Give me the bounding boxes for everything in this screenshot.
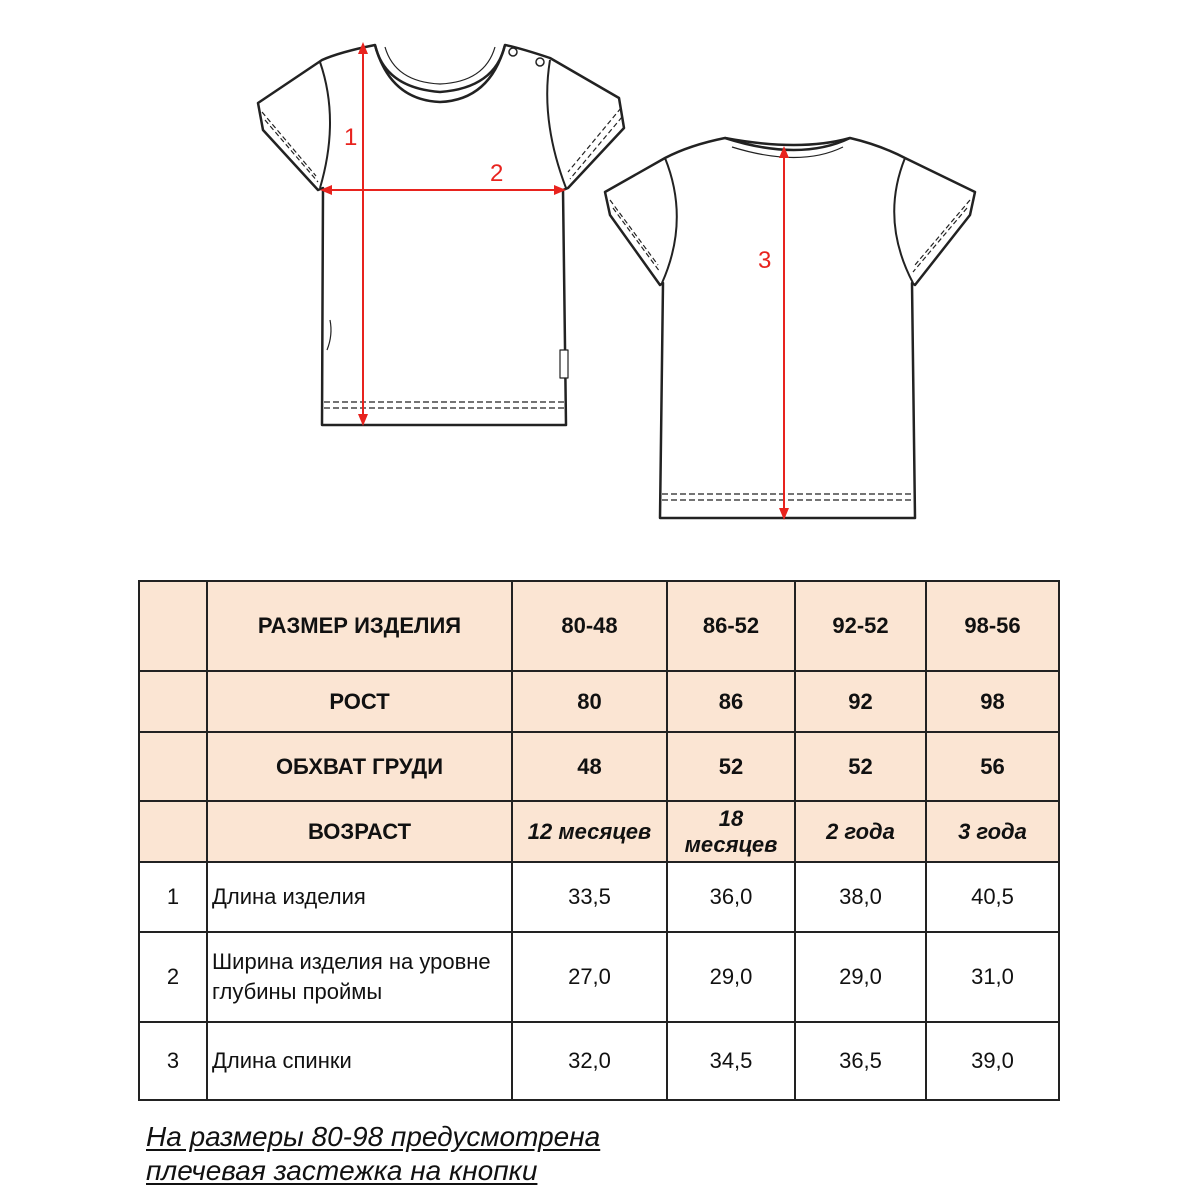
back-view [605,138,975,518]
row-label: РОСТ [207,671,512,732]
table-cell: 86-52 [667,581,795,671]
row-size [139,581,1059,671]
measure-label-3: 3 [758,247,772,274]
row-label: ОБХВАТ ГРУДИ [207,732,512,801]
table-cell-empty [139,732,207,801]
measure-number: 2 [139,932,207,1022]
table-cell: 80 [512,671,667,732]
table-cell: 80-48 [512,581,667,671]
row-age [139,801,1059,862]
table-cell: 39,0 [926,1022,1059,1100]
table-cell: 33,5 [512,862,667,932]
table-cell: 86 [667,671,795,732]
row-label: РАЗМЕР ИЗДЕЛИЯ [207,581,512,671]
footnote-line-1: На размеры 80-98 предусмотрена [146,1121,601,1152]
row-measure-3 [139,1022,1059,1100]
table-cell: 29,0 [667,932,795,1022]
row-chest [139,732,1059,801]
table-cell: 48 [512,732,667,801]
table-cell-empty [139,801,207,862]
table-cell: 34,5 [667,1022,795,1100]
measure-name: Длина изделия [207,862,512,932]
table-cell: 18 месяцев [667,801,795,862]
table-cell: 31,0 [926,932,1059,1022]
measure-number: 3 [139,1022,207,1100]
table-cell: 36,0 [667,862,795,932]
table-cell: 12 месяцев [512,801,667,862]
table-cell: 27,0 [512,932,667,1022]
table-cell: 52 [667,732,795,801]
front-view [258,45,624,425]
table-cell: 92-52 [795,581,926,671]
table-cell: 40,5 [926,862,1059,932]
table-cell: 56 [926,732,1059,801]
measure-label-2: 2 [490,160,504,187]
table-cell: 3 года [926,801,1059,862]
table-cell: 92 [795,671,926,732]
footnote [146,1120,600,1188]
row-height [139,671,1059,732]
measure-name: Ширина изделия на уровне глубины проймы [207,932,512,1022]
measure-label-1: 1 [344,124,358,151]
measure-number: 1 [139,862,207,932]
row-label: ВОЗРАСТ [207,801,512,862]
table-cell-empty [139,581,207,671]
table-cell: 29,0 [795,932,926,1022]
table-cell: 52 [795,732,926,801]
table-cell: 98 [926,671,1059,732]
table-cell: 32,0 [512,1022,667,1100]
garment-sketch [0,0,1200,560]
table-cell: 98-56 [926,581,1059,671]
table-cell: 36,5 [795,1022,926,1100]
measure-name: Длина спинки [207,1022,512,1100]
size-chart-table [138,580,1060,1101]
table-cell: 38,0 [795,862,926,932]
table-cell: 2 года [795,801,926,862]
row-measure-2 [139,932,1059,1022]
footnote-line-2: плечевая застежка на кнопки [146,1155,538,1186]
table-cell-empty [139,671,207,732]
row-measure-1 [139,862,1059,932]
